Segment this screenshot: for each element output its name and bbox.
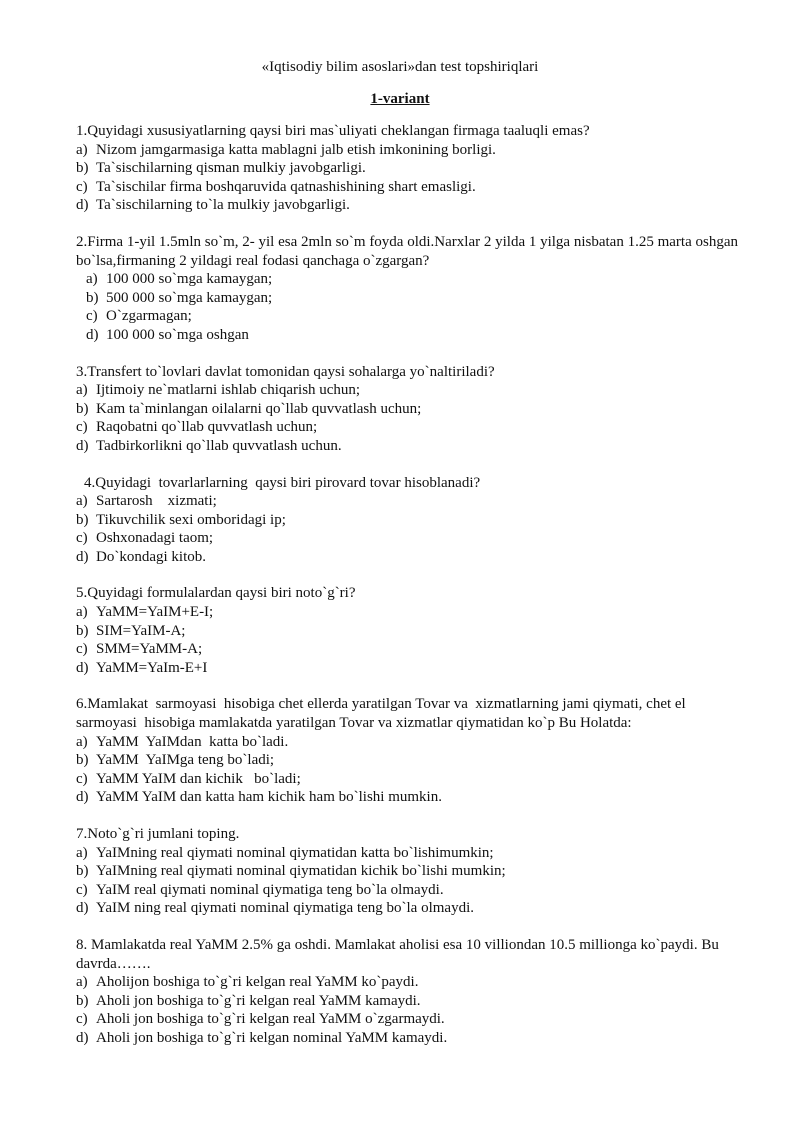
option-letter: a): [76, 141, 88, 158]
option-letter: a): [76, 974, 88, 991]
option-letter: a): [76, 733, 88, 750]
option-letter: b): [76, 160, 89, 177]
answer-options: [76, 270, 744, 344]
option-letter: a): [76, 493, 88, 510]
option-text: 100 000 so`mga kamaygan;: [106, 271, 273, 288]
answer-option-c: [76, 529, 744, 548]
variant-heading: 1-variant: [370, 91, 430, 107]
answer-options: [76, 973, 744, 1047]
option-text: Aholi jon boshiga to`g`ri kelgan real YaMM o`zgarmaydi.: [96, 1011, 445, 1028]
answer-option-c: [76, 418, 744, 437]
answer-option-d: [76, 659, 744, 678]
question-6: [76, 695, 744, 807]
option-letter: c): [76, 178, 88, 195]
answer-option-b: [76, 511, 744, 530]
question-list: [76, 122, 744, 1066]
option-text: Aholi jon boshiga to`g`ri kelgan real YaMM kamaydi.: [96, 992, 421, 1009]
answer-options: [76, 844, 744, 918]
option-text: YaIM ning real qiymati nominal qiymatiga teng bo`la olmaydi.: [96, 900, 474, 917]
option-text: Aholijon boshiga to`g`ri kelgan real YaMM ko`paydi.: [96, 974, 419, 991]
answer-options: [76, 492, 744, 566]
option-text: SMM=YaMM-A;: [96, 641, 203, 658]
question-4: [76, 474, 744, 567]
option-text: YaIMning real qiymati nominal qiymatidan katta bo`lishimumkin;: [96, 844, 494, 861]
option-letter: b): [76, 400, 89, 417]
option-text: Ta`sischilarning to`la mulkiy javobgarligi.: [96, 197, 350, 214]
option-text: Do`kondagi kitob.: [96, 548, 206, 565]
option-text: Kam ta`minlangan oilalarni qo`llab quvvatlash uchun;: [96, 400, 422, 417]
answer-option-d: [76, 788, 744, 807]
question-text: 5.Quyidagi formulalardan qaysi biri noto`g`ri?: [76, 585, 356, 602]
answer-option-d: [86, 326, 744, 345]
question-text: 4.Quyidagi tovarlarlarning qaysi biri pirovard tovar hisoblanadi?: [84, 474, 481, 491]
option-letter: d): [86, 326, 99, 343]
option-letter: d): [76, 1029, 89, 1046]
option-letter: d): [76, 437, 89, 454]
option-text: Raqobatni qo`llab quvvatlash uchun;: [96, 419, 318, 436]
answer-option-c: [76, 640, 744, 659]
option-text: Tadbirkorlikni qo`llab quvvatlash uchun.: [96, 437, 342, 454]
option-text: YaMM YaIM dan kichik bo`ladi;: [96, 770, 301, 787]
answer-option-b: [76, 992, 744, 1011]
option-letter: b): [76, 511, 89, 528]
option-letter: c): [76, 881, 88, 898]
question-2: [76, 233, 744, 345]
answer-option-a: [76, 381, 744, 400]
answer-options: [76, 603, 744, 677]
option-text: Ta`sischilar firma boshqaruvida qatnashishining shart emasligi.: [96, 178, 476, 195]
answer-option-b: [76, 159, 744, 178]
option-letter: d): [76, 197, 89, 214]
question-8: [76, 936, 744, 1048]
answer-option-d: [76, 196, 744, 215]
answer-option-a: [76, 973, 744, 992]
option-text: YaMM=YaIM+E-I;: [96, 604, 214, 621]
answer-option-d: [76, 899, 744, 918]
option-letter: b): [86, 289, 99, 306]
option-letter: b): [76, 992, 89, 1009]
option-text: O`zgarmagan;: [106, 308, 192, 325]
answer-option-a: [76, 603, 744, 622]
question-text: 2.Firma 1-yil 1.5mln so`m, 2- yil esa 2mln so`m foyda oldi.Narxlar 2 yilda 1 yilga nisbatan 1.25 marta oshgan bo`lsa,firmaning 2 yildagi real fodasi qanchaga o`zgargan?: [76, 233, 742, 269]
question-1: [76, 122, 744, 215]
option-letter: d): [76, 900, 89, 917]
option-text: Tikuvchilik sexi omboridagi ip;: [96, 511, 286, 528]
question-text: 1.Quyidagi xususiyatlarning qaysi biri mas`uliyati cheklangan firmaga taaluqli emas?: [76, 123, 590, 139]
option-text: YaMM YaIMga teng bo`ladi;: [96, 752, 275, 769]
question-7: [76, 825, 744, 918]
option-text: SIM=YaIM-A;: [96, 622, 186, 639]
option-letter: d): [76, 659, 89, 676]
answer-option-b: [86, 289, 744, 308]
answer-option-a: [76, 733, 744, 752]
answer-option-c: [76, 1010, 744, 1029]
document-title: «Iqtisodiy bilim asoslari»dan test topshiriqlari: [261, 59, 539, 75]
option-text: Ijtimoiy ne`matlarni ishlab chiqarish uchun;: [96, 382, 361, 399]
option-text: Sartarosh xizmati;: [96, 493, 217, 510]
option-text: YaMM YaIM dan katta ham kichik ham bo`lishi mumkin.: [96, 789, 442, 806]
option-text: Oshxonadagi taom;: [96, 530, 214, 547]
option-letter: a): [76, 382, 88, 399]
option-text: YaMM=YaIm-E+I: [96, 659, 208, 676]
answer-option-c: [86, 307, 744, 326]
option-text: YaIM real qiymati nominal qiymatiga teng bo`la olmaydi.: [96, 881, 444, 898]
option-text: YaIMning real qiymati nominal qiymatidan kichik bo`lishi mumkin;: [96, 863, 506, 880]
option-letter: c): [86, 308, 98, 325]
answer-option-d: [76, 437, 744, 456]
answer-option-b: [76, 400, 744, 419]
option-letter: c): [76, 530, 88, 547]
answer-option-a: [76, 141, 744, 160]
question-text: 6.Mamlakat sarmoyasi hisobiga chet ellerda yaratilgan Tovar va xizmatlarning jami qiymati, chet el sarmoyasi hisobiga mamlakatda yaratilgan Tovar va xizmatlar qiymatidan ko`p Bu Holatda:: [76, 696, 690, 732]
answer-option-c: [76, 881, 744, 900]
option-letter: b): [76, 622, 89, 639]
option-letter: a): [76, 844, 88, 861]
answer-option-d: [76, 1029, 744, 1048]
option-text: 100 000 so`mga oshgan: [106, 326, 249, 343]
question-3: [76, 363, 744, 456]
option-text: Aholi jon boshiga to`g`ri kelgan nominal YaMM kamaydi.: [96, 1029, 448, 1046]
answer-option-b: [76, 751, 744, 770]
option-letter: b): [76, 863, 89, 880]
answer-option-a: [76, 844, 744, 863]
answer-option-a: [76, 492, 744, 511]
answer-option-b: [76, 622, 744, 641]
answer-option-c: [76, 770, 744, 789]
option-text: Nizom jamgarmasiga katta mablagni jalb etish imkonining borligi.: [96, 141, 496, 158]
question-text: 3.Transfert to`lovlari davlat tomonidan qaysi sohalarga yo`naltiriladi?: [76, 363, 495, 380]
option-letter: b): [76, 752, 89, 769]
answer-option-c: [76, 178, 744, 197]
question-5: [76, 584, 744, 677]
option-letter: d): [76, 789, 89, 806]
option-letter: a): [76, 604, 88, 621]
answer-option-b: [76, 862, 744, 881]
question-text: 7.Noto`g`ri jumlani toping.: [76, 826, 240, 842]
answer-options: [76, 381, 744, 455]
option-text: 500 000 so`mga kamaygan;: [106, 289, 273, 306]
option-letter: c): [76, 641, 88, 658]
question-text: 8. Mamlakatda real YaMM 2.5% ga oshdi. Mamlakat aholisi esa 10 villiondan 10.5 millionga ko`paydi. Bu davrda…….: [76, 936, 723, 972]
answer-options: [76, 141, 744, 215]
option-letter: c): [76, 419, 88, 436]
option-text: YaMM YaIMdan katta bo`ladi.: [96, 733, 289, 750]
option-text: Ta`sischilarning qisman mulkiy javobgarligi.: [96, 160, 366, 177]
option-letter: d): [76, 548, 89, 565]
answer-options: [76, 733, 744, 807]
answer-option-a: [86, 270, 744, 289]
option-letter: a): [86, 271, 98, 288]
option-letter: c): [76, 1011, 88, 1028]
answer-option-d: [76, 548, 744, 567]
option-letter: c): [76, 770, 88, 787]
